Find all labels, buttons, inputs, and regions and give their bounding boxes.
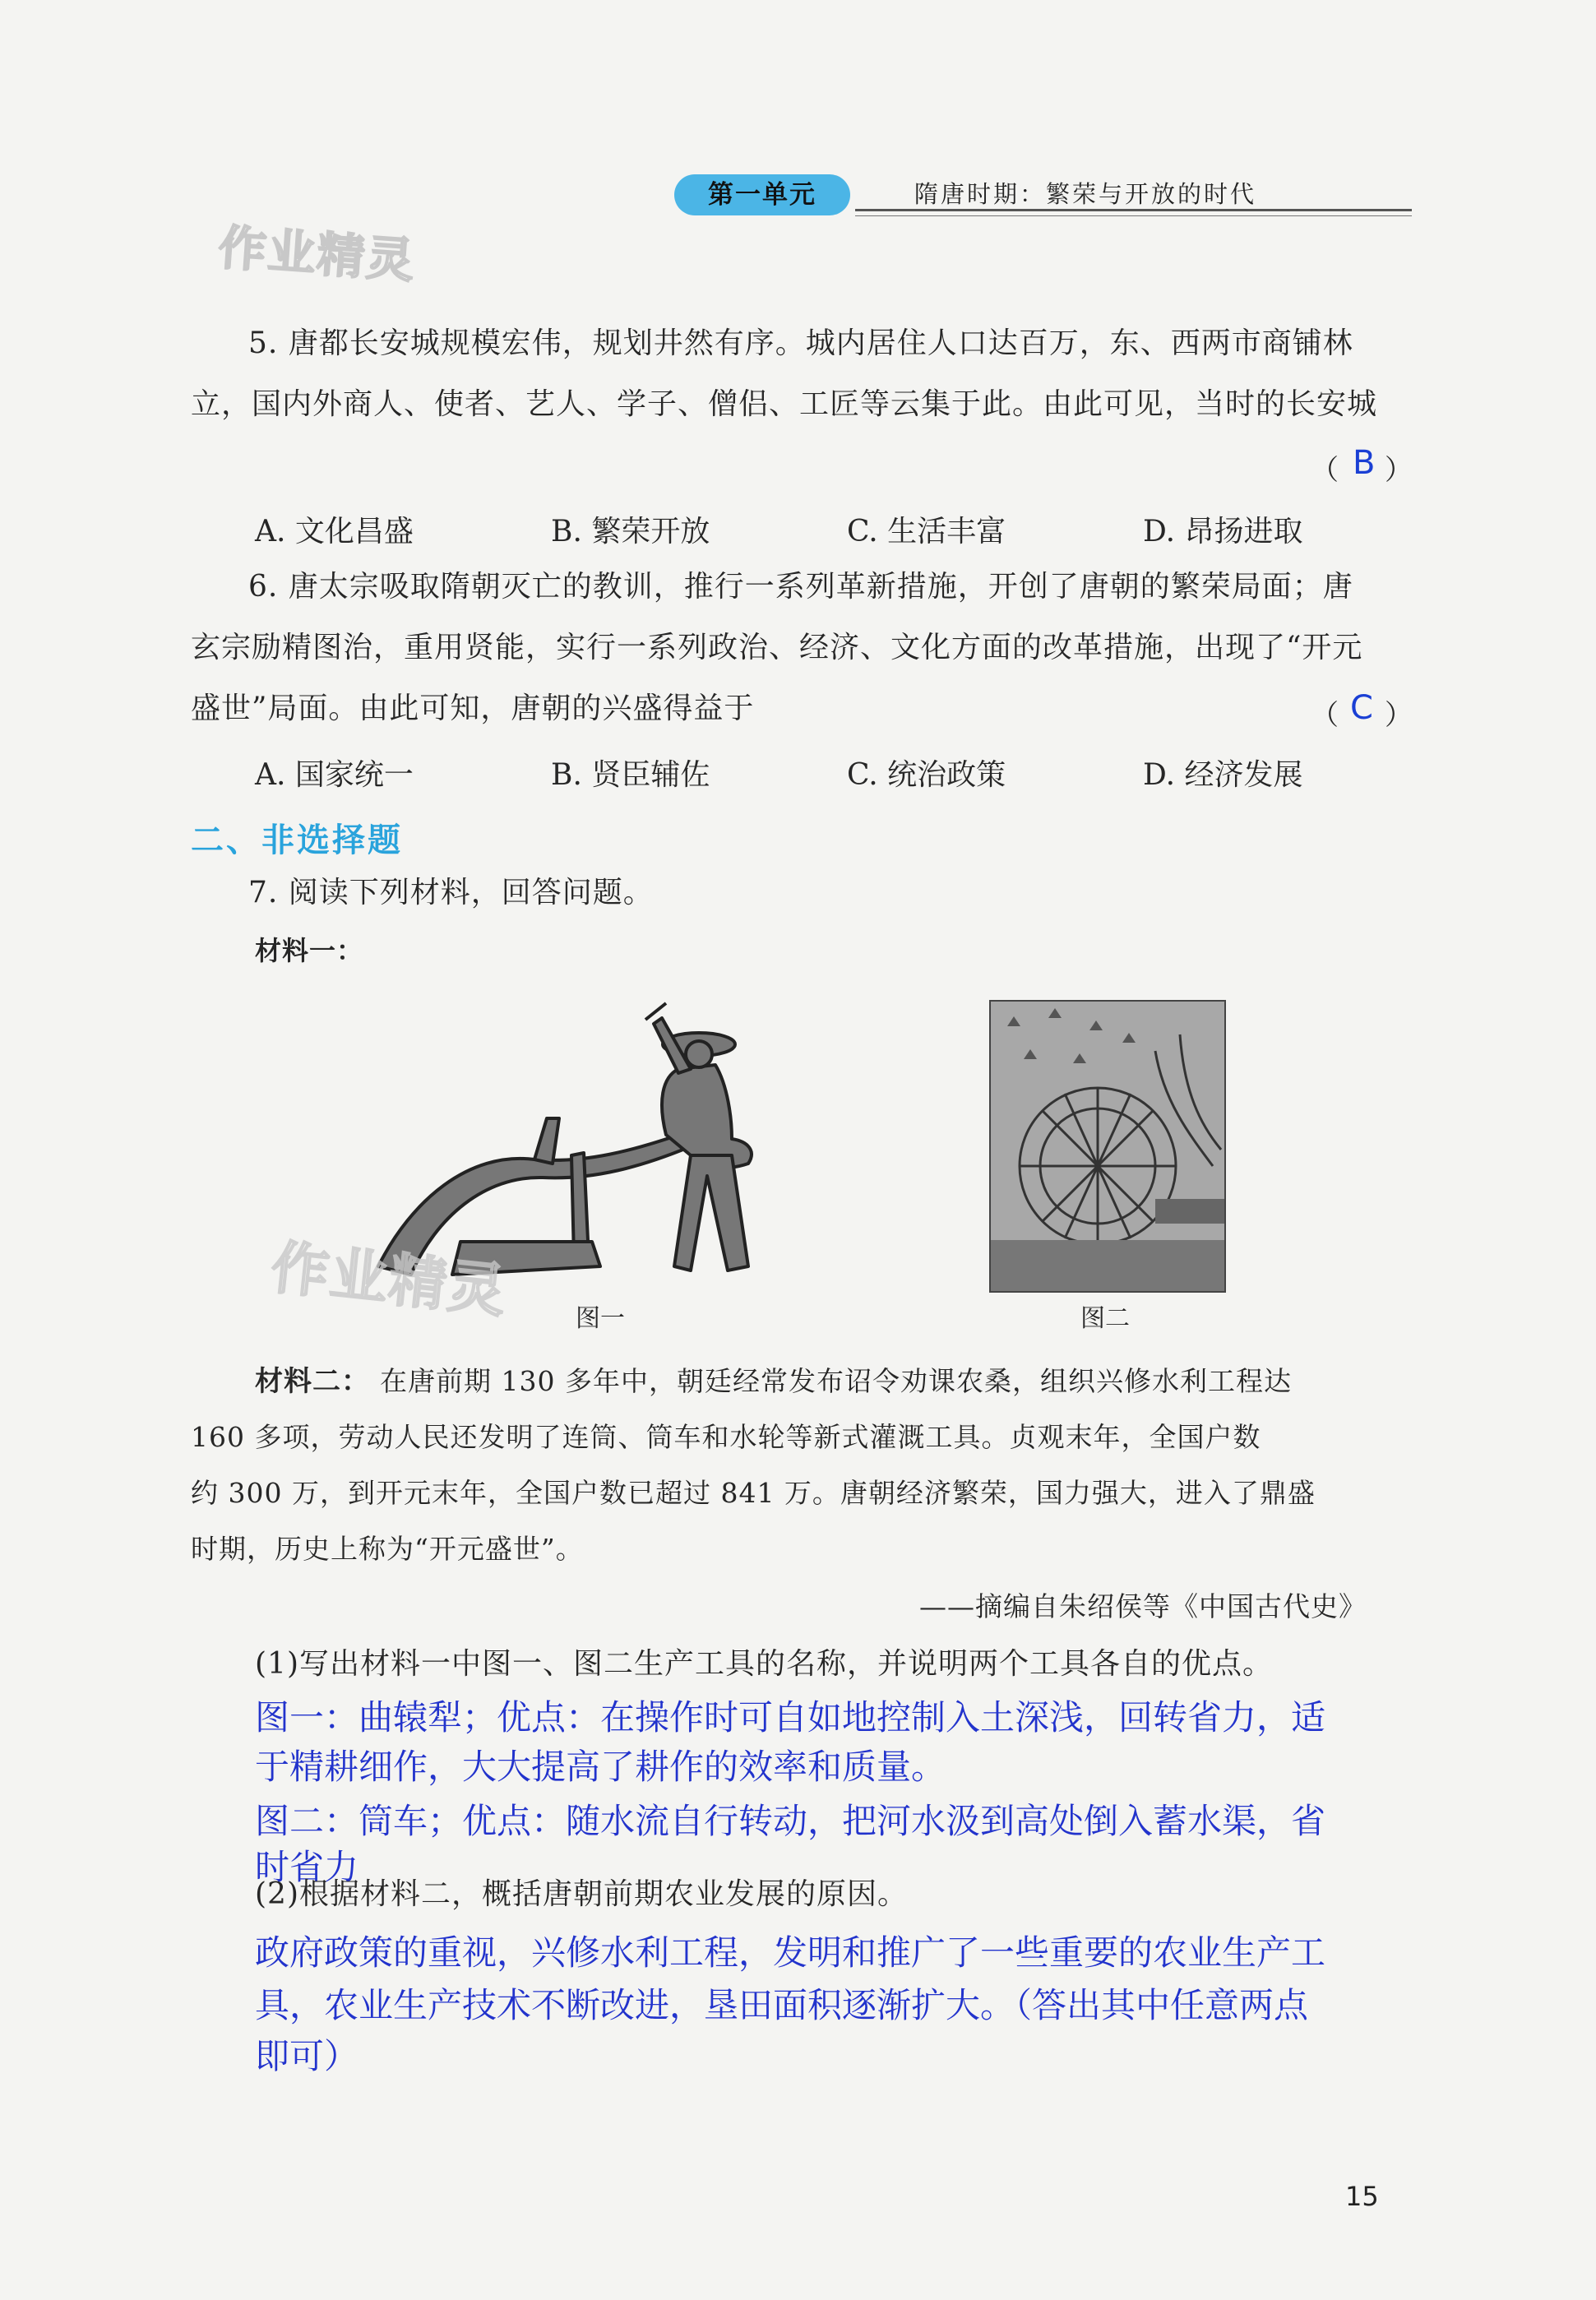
material2-line1: 在唐前期 130 多年中，朝廷经常发布诏令劝课农桑，组织兴修水利工程达 [380, 1365, 1292, 1397]
figure1-caption: 图一 [576, 1304, 625, 1333]
q5-answer: B [1353, 444, 1376, 482]
q5-line1: 5. 唐都长安城规模宏伟，规划井然有序。城内居住人口达百万，东、西两市商铺林 [248, 326, 1353, 360]
answer1-line3: 图二：筒车；优点：随水流自行转动，把河水汲到高处倒入蓄水渠，省 [255, 1801, 1326, 1841]
q5-paren-close: ） [1385, 454, 1413, 487]
q6-line1: 6. 唐太宗吸取隋朝灭亡的教训，推行一系列革新措施，开创了唐朝的繁荣局面；唐 [248, 570, 1353, 604]
watermark-logo: 作业精灵 [216, 219, 418, 289]
q5-line2: 立，国内外商人、使者、艺人、学子、僧侣、工匠等云集于此。由此可见，当时的长安城 [191, 387, 1378, 421]
subquestion2: (2)根据材料二，概括唐朝前期农业发展的原因。 [255, 1877, 908, 1911]
q7-intro: 7. 阅读下列材料，回答问题。 [248, 876, 654, 909]
material2-label: 材料二： [255, 1365, 370, 1398]
material2-line4: 时期，历史上称为“开元盛世”。 [191, 1533, 584, 1565]
answer1-line2: 于精耕细作，大大提高了耕作的效率和质量。 [255, 1747, 946, 1787]
q5-option-d: D. 昂扬进取 [1143, 515, 1303, 548]
header-rule-thin [855, 215, 1412, 216]
figure2-caption: 图二 [1080, 1304, 1130, 1333]
watermark-logo-2: 作业精灵 [267, 1233, 511, 1326]
material2-line2: 160 多项，劳动人民还发明了连筒、筒车和水轮等新式灌溉工具。贞观末年，全国户数 [191, 1421, 1261, 1453]
material2-line3: 约 300 万，到开元末年，全国户数已超过 841 万。唐朝经济繁荣，国力强大，进入了鼎盛 [191, 1477, 1316, 1509]
q6-paren-open: （ [1311, 699, 1339, 732]
unit-badge: 第一单元 [674, 174, 850, 215]
answer1-line4: 时省力 [255, 1847, 359, 1887]
answer2-line1: 政府政策的重视，兴修水利工程，发明和推广了一些重要的农业生产工 [255, 1932, 1326, 1973]
q5-option-a: A. 文化昌盛 [255, 515, 414, 548]
q6-option-c: C. 统治政策 [847, 758, 1006, 792]
q5-option-c: C. 生活丰富 [847, 515, 1006, 548]
q5-paren-open: （ [1311, 454, 1339, 487]
q6-line2: 玄宗励精图治，重用贤能，实行一系列政治、经济、文化方面的改革措施，出现了“开元 [191, 631, 1363, 664]
q6-paren-close: ） [1385, 699, 1413, 732]
q6-option-a: A. 国家统一 [255, 758, 414, 792]
q5-option-b: B. 繁荣开放 [551, 515, 710, 548]
material2-source: ——摘编自朱绍侯等《中国古代史》 [919, 1590, 1367, 1622]
q6-option-d: D. 经济发展 [1143, 758, 1303, 792]
q6-line3: 盛世”局面。由此可知，唐朝的兴盛得益于 [191, 692, 755, 725]
material1-label: 材料一： [255, 935, 364, 966]
answer2-line2: 具，农业生产技术不断改进，垦田面积逐渐扩大。（答出其中任意两点 [255, 1985, 1309, 2025]
q6-answer: C [1350, 689, 1373, 727]
section-title: 二、非选择题 [191, 821, 403, 859]
figure2-waterwheel-illustration [989, 1000, 1226, 1293]
header-title: 隋唐时期：繁荣与开放的时代 [914, 180, 1257, 208]
answer1-line1: 图一：曲辕犁；优点：在操作时可自如地控制入土深浅，回转省力，适 [255, 1697, 1326, 1738]
q6-option-b: B. 贤臣辅佐 [551, 758, 710, 792]
answer2-line3: 即可） [255, 2036, 359, 2076]
page-number: 15 [1345, 2181, 1379, 2212]
subquestion1: (1)写出材料一中图一、图二生产工具的名称，并说明两个工具各自的优点。 [255, 1647, 1273, 1681]
